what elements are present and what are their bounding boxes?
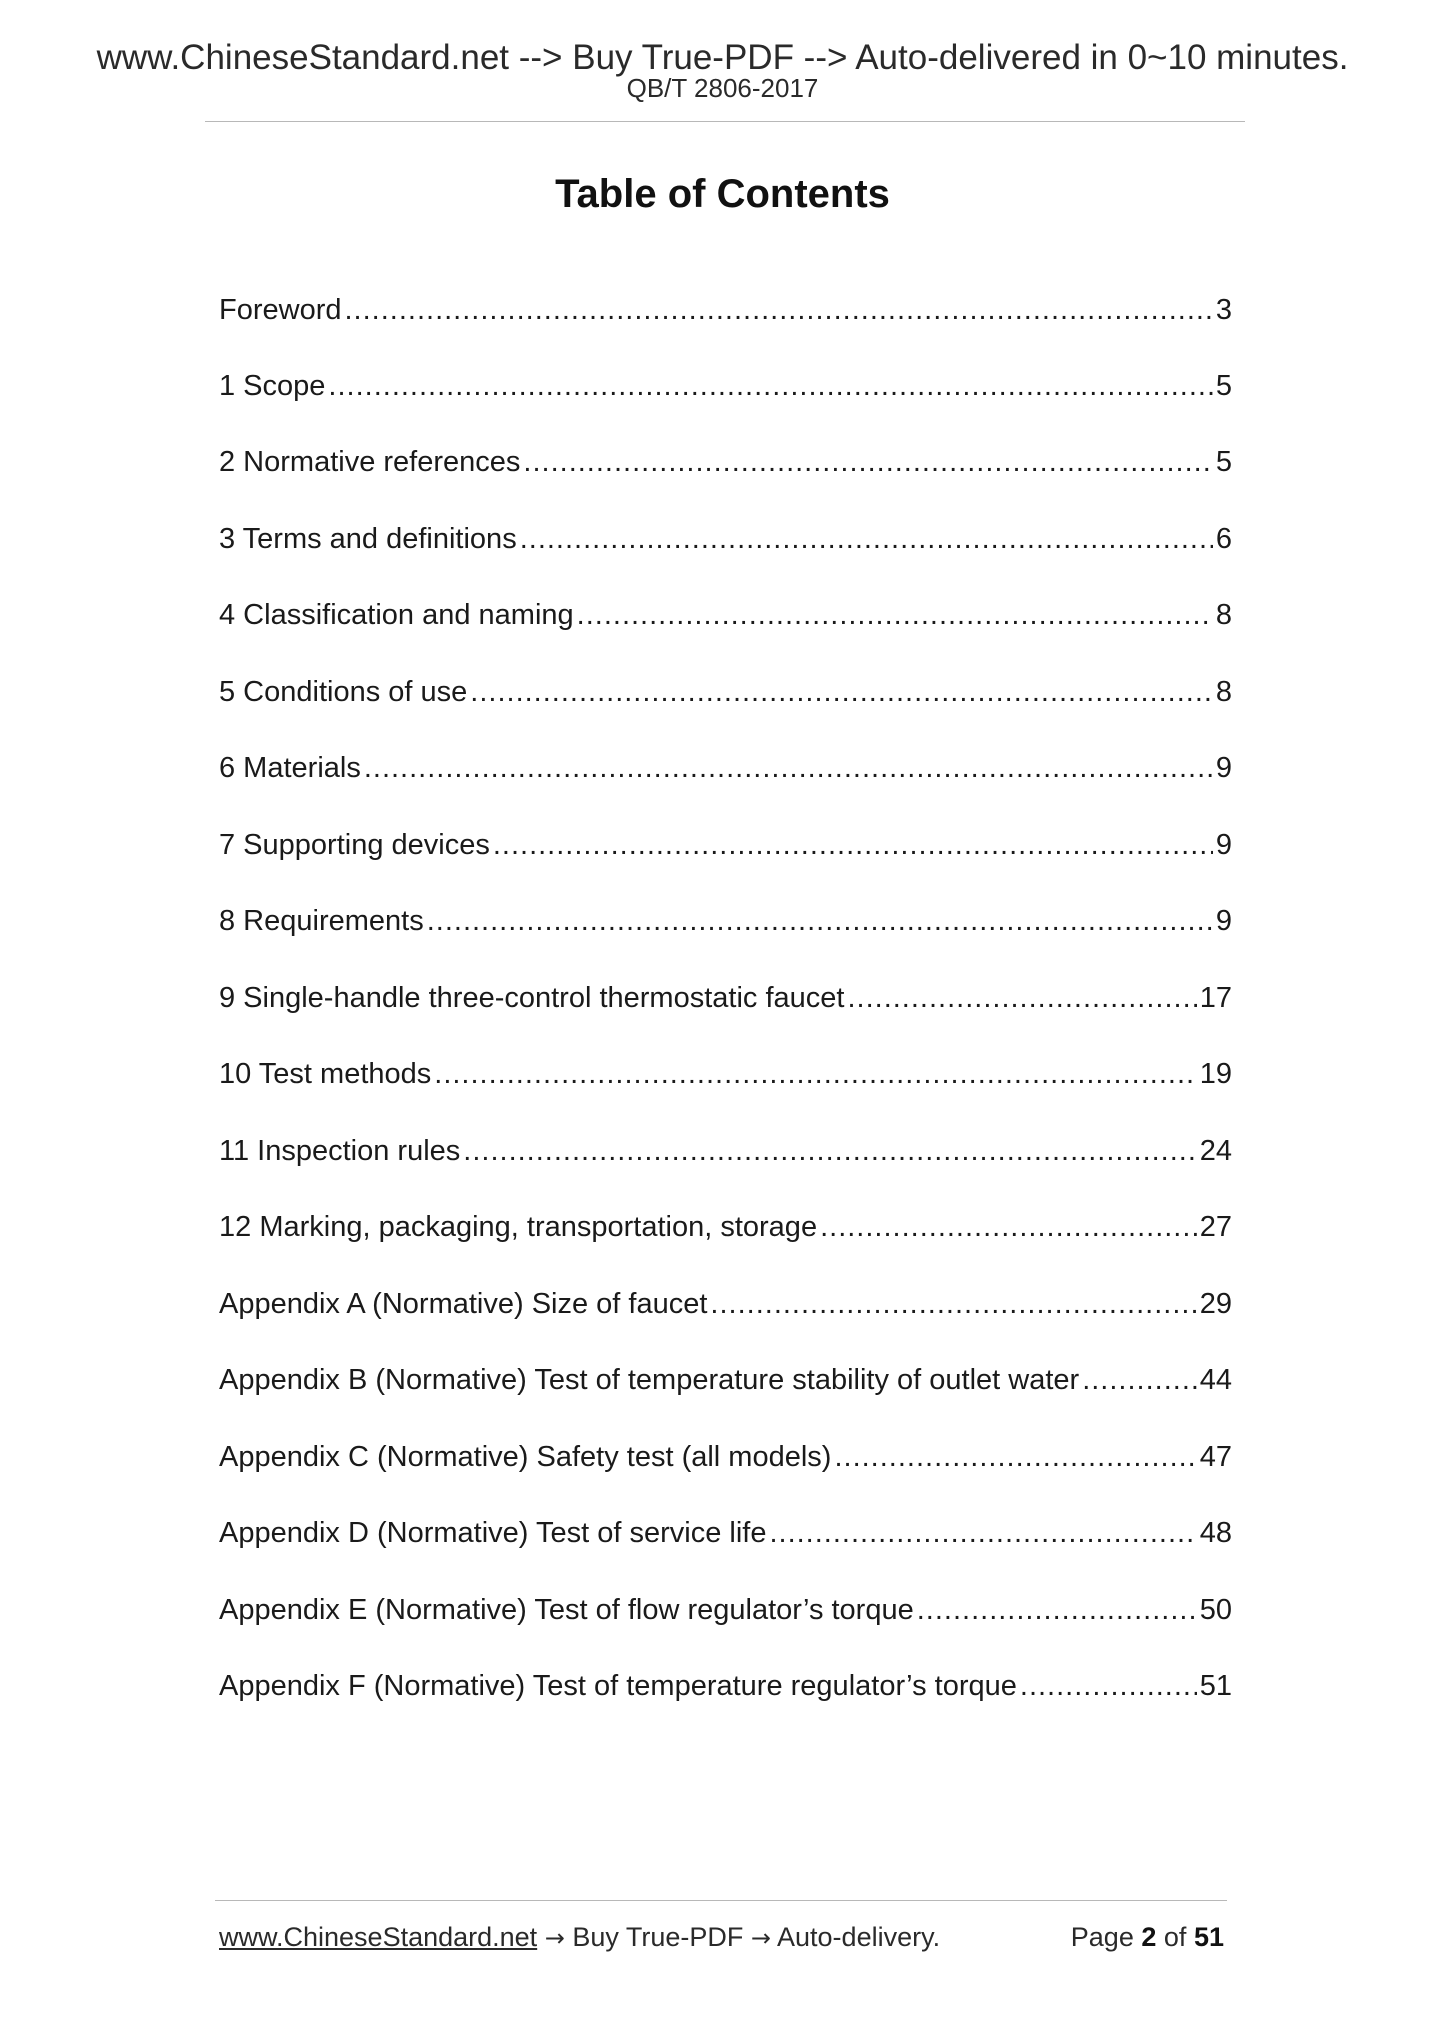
toc-dot-leader [427, 901, 1213, 941]
toc-dot-leader [523, 442, 1212, 482]
of-word: of [1163, 1922, 1187, 1952]
toc-dot-leader [1082, 1360, 1197, 1400]
toc-entry[interactable] [219, 978, 1232, 1018]
page-title: Table of Contents [555, 172, 890, 216]
toc-entry-page: 8 [1215, 676, 1232, 708]
toc-entry-label: 9 Single-handle three-control thermostatic faucet [219, 982, 845, 1014]
toc-entry-label: 12 Marking, packaging, transportation, storage [219, 1211, 818, 1243]
toc-entry-label: 7 Supporting devices [219, 829, 490, 861]
toc-entry-page: 17 [1199, 982, 1232, 1014]
toc-dot-leader [463, 1131, 1196, 1171]
toc-entry[interactable] [219, 1207, 1232, 1247]
page-footer [219, 1917, 1224, 1957]
toc-dot-leader [847, 978, 1196, 1018]
arrow-right-icon: → [544, 1924, 565, 1952]
toc-entry[interactable] [219, 442, 1232, 482]
header-banner: www.ChineseStandard.net --> Buy True-PDF --> Auto-delivered in 0~10 minutes. [96, 38, 1349, 77]
toc-entry-label: 1 Scope [219, 370, 326, 402]
toc-entry-page: 19 [1199, 1058, 1232, 1090]
toc-entry-page: 24 [1199, 1135, 1232, 1167]
toc-dot-leader [820, 1207, 1197, 1247]
toc-entry-label: 10 Test methods [219, 1058, 432, 1090]
toc-entry-label: 11 Inspection rules [219, 1135, 461, 1167]
toc-entry[interactable] [219, 748, 1232, 788]
toc-entry-page: 8 [1215, 599, 1232, 631]
footer-buy-text: Buy True-PDF [572, 1922, 744, 1952]
toc-dot-leader [520, 519, 1213, 559]
toc-entry-label: Appendix A (Normative) Size of faucet [219, 1288, 708, 1320]
footer-delivery-text: Auto-delivery. [777, 1922, 941, 1952]
toc-entry-page: 51 [1199, 1670, 1232, 1702]
toc-dot-leader [493, 825, 1213, 865]
toc-entry-page: 9 [1215, 905, 1232, 937]
toc-entry-label: 8 Requirements [219, 905, 424, 937]
toc-entry[interactable] [219, 901, 1232, 941]
toc-entry-label: 2 Normative references [219, 446, 521, 478]
toc-entry[interactable] [219, 1666, 1232, 1706]
toc-entry[interactable] [219, 672, 1232, 712]
toc-dot-leader [470, 672, 1213, 712]
toc-entry-label: 5 Conditions of use [219, 676, 468, 708]
toc-entry[interactable] [219, 1054, 1232, 1094]
toc-entry[interactable] [219, 1437, 1232, 1477]
toc-entry[interactable] [219, 1590, 1232, 1630]
toc-entry[interactable] [219, 825, 1232, 865]
total-pages-number: 51 [1193, 1922, 1224, 1952]
toc-entry-page: 44 [1199, 1364, 1232, 1396]
toc-entry[interactable] [219, 290, 1232, 330]
current-page-number: 2 [1141, 1922, 1157, 1952]
toc-entry[interactable] [219, 1513, 1232, 1553]
toc-entry-label: Appendix E (Normative) Test of flow regulator’s torque [219, 1594, 914, 1626]
toc-entry-label: Appendix C (Normative) Safety test (all models) [219, 1441, 832, 1473]
toc-dot-leader [710, 1284, 1196, 1324]
header-divider [205, 121, 1245, 122]
toc-dot-leader [1020, 1666, 1197, 1706]
toc-dot-leader [917, 1590, 1197, 1630]
footer-divider [215, 1900, 1227, 1901]
toc-entry[interactable] [219, 1360, 1232, 1400]
toc-entry-page: 9 [1215, 829, 1232, 861]
toc-entry-label: 6 Materials [219, 752, 361, 784]
toc-entry-page: 5 [1215, 446, 1232, 478]
toc-dot-leader [345, 290, 1213, 330]
toc-dot-leader [577, 595, 1213, 635]
footer-links [219, 1917, 940, 1958]
toc-entry-page: 9 [1215, 752, 1232, 784]
standard-code: QB/T 2806-2017 [626, 73, 819, 103]
toc-entry-page: 29 [1199, 1288, 1232, 1320]
toc-entry[interactable] [219, 519, 1232, 559]
toc-entry-label: Appendix B (Normative) Test of temperature stability of outlet water [219, 1364, 1080, 1396]
footer-site-link[interactable]: www.ChineseStandard.net [219, 1922, 538, 1952]
toc-entry[interactable] [219, 595, 1232, 635]
toc-entry-page: 47 [1199, 1441, 1232, 1473]
toc-entry-page: 50 [1199, 1594, 1232, 1626]
page-word: Page [1070, 1922, 1134, 1952]
toc-entry-page: 48 [1199, 1517, 1232, 1549]
toc-dot-leader [834, 1437, 1196, 1477]
toc-entry[interactable] [219, 366, 1232, 406]
toc-entry-label: 3 Terms and definitions [219, 523, 517, 555]
toc-dot-leader [328, 366, 1212, 406]
toc-entry-page: 27 [1199, 1211, 1232, 1243]
toc-entry-page: 6 [1215, 523, 1232, 555]
toc-dot-leader [364, 748, 1213, 788]
toc-dot-leader [769, 1513, 1196, 1553]
toc-entry-label: Appendix F (Normative) Test of temperature regulator’s torque [219, 1670, 1017, 1702]
arrow-right-icon: → [750, 1924, 771, 1952]
toc-entry-label: Foreword [219, 294, 342, 326]
toc-entry[interactable] [219, 1284, 1232, 1324]
toc-entry-page: 3 [1215, 294, 1232, 326]
page-counter [1071, 1917, 1224, 1957]
toc-entry[interactable] [219, 1131, 1232, 1171]
toc-dot-leader [434, 1054, 1196, 1094]
toc-entry-page: 5 [1215, 370, 1232, 402]
toc-entry-label: 4 Classification and naming [219, 599, 574, 631]
toc-entry-label: Appendix D (Normative) Test of service life [219, 1517, 767, 1549]
